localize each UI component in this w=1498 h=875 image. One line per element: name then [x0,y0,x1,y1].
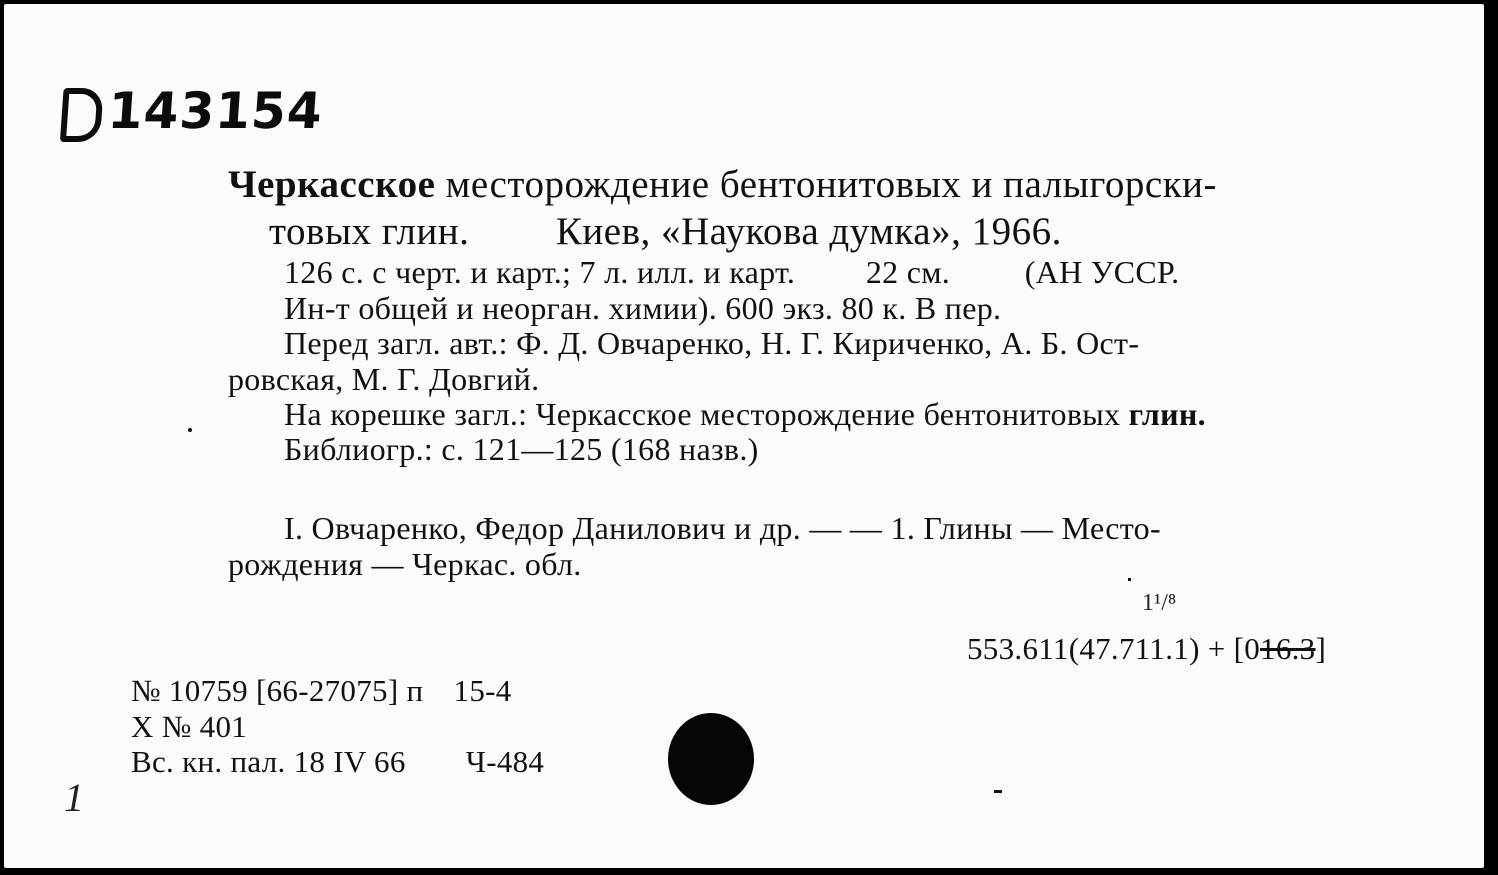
spine-title-text: На корешке загл.: Черкасское месторождение бентонитовых [284,396,1129,432]
title-heading-word: Черкасское [228,163,436,206]
series-start: (АН УССР. [1024,254,1180,290]
handwritten-mark: 1 [64,775,84,820]
print-code: 15-4 [453,673,512,708]
accession-number: № 10759 [66-27075] п [131,673,424,708]
footer-line-3 [131,744,544,780]
spine-title-end: глин. [1128,396,1206,432]
bibliography-line: Библиогр.: с. 121—125 (168 назв.) [284,431,759,467]
stamp-number: 143154 [106,82,325,140]
ink-speck [994,790,1002,793]
catalog-card [4,4,1484,868]
series-line: Ин-т общей и неорган. химии). 600 экз. 80 к. В пер. [284,290,1002,326]
collation-line [284,254,1179,291]
handwritten-class-mark: 1¹/⁸ [1142,590,1177,616]
collation-size: 22 см. [865,254,951,290]
authors-continuation-line: ровская, М. Г. Довгий. [228,361,540,397]
ink-speck [1128,578,1131,581]
tracing-continuation-line: рождения — Черкас. обл. [228,546,582,582]
inventory-stamp [60,82,325,142]
footer-line-2: X № 401 [131,709,248,744]
imprint: Киев, «Наукова думка», 1966. [555,210,1062,253]
spine-title-line [284,396,1206,433]
title-text: месторождение бентонитовых и палыгорски- [435,163,1217,206]
tracing-line: I. Овчаренко, Федор Данилович и др. — — 1. Глины — Место- [284,510,1161,546]
punch-hole [668,713,754,805]
chamber-record: Вс. кн. пал. 18 IV 66 [131,744,406,779]
collation-pages: 126 с. с черт. и карт.; 7 л. илл. и карт. [284,254,796,290]
title-continuation: товых глин. [269,210,470,253]
classification-end: ] [1315,631,1327,666]
stamp-prefix [60,88,104,142]
classification-number [967,631,1326,667]
title-line [228,162,1217,207]
classification-struck: 16.3 [1260,631,1316,666]
classification-main: 553.611(47.711.1) + [0 [967,631,1261,666]
title-continuation-line [269,209,1062,254]
order-code: Ч-484 [465,744,545,779]
authors-line: Перед загл. авт.: Ф. Д. Овчаренко, Н. Г. Кириченко, А. Б. Ост- [284,325,1140,361]
ink-speck [188,428,192,432]
footer-line-1 [131,673,512,709]
